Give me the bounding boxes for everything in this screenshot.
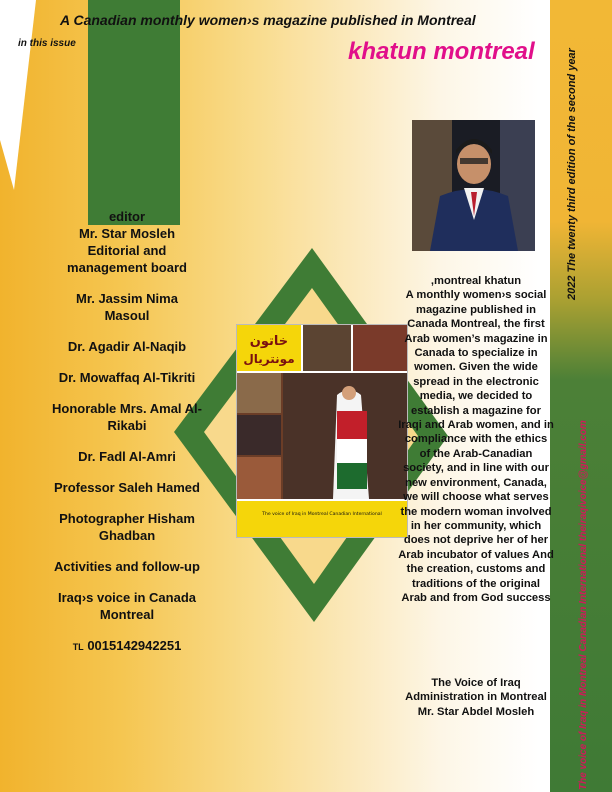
magazine-cover-thumbnail — [236, 324, 408, 538]
editor-portrait-photo — [412, 120, 535, 251]
board-member: Iraq›s voice in Canada Montreal — [58, 590, 196, 622]
board-heading: Editorial and management board — [67, 243, 187, 275]
in-this-issue-label: in this issue — [18, 38, 76, 49]
magazine-description — [398, 274, 554, 605]
signature-admin: Administration in Montreal — [405, 691, 547, 704]
signature-org: The Voice of Iraq — [431, 677, 521, 689]
board-member: Activities and follow-up — [54, 559, 200, 574]
board-member: Dr. Fadl Al-Amri — [78, 449, 176, 464]
telephone-prefix: TL — [72, 642, 84, 652]
magazine-tagline: A Canadian monthly women›s magazine published in Montreal — [60, 12, 476, 28]
telephone-number: 0015142942251 — [87, 638, 182, 653]
description-lead: ,montreal khatun — [430, 275, 522, 287]
editor-name: Mr. Star Mosleh — [78, 226, 176, 241]
brand-title: khatun montreal — [348, 38, 535, 65]
board-member: Photographer Hisham Ghadban — [59, 511, 195, 543]
svg-text:مونتريال: مونتريال — [243, 352, 295, 366]
signature-name: Mr. Star Abdel Mosleh — [417, 705, 535, 718]
board-member: Dr. Mowaffaq Al-Tikriti — [58, 370, 196, 385]
svg-text:The voice of Iraq in Montreal: The voice of Iraq in Montreal Canadian International — [262, 512, 382, 517]
editorial-board-list — [52, 208, 202, 656]
board-member: Mr. Jassim Nima Masoul — [76, 291, 178, 323]
edition-vertical-text: 2022 The twenty third edition of the second year — [566, 48, 578, 300]
board-member: Professor Saleh Hamed — [54, 480, 200, 495]
telephone-line — [52, 637, 202, 656]
editor-heading: editor — [108, 209, 146, 224]
svg-text:خاتون: خاتون — [249, 334, 289, 349]
signature-block — [398, 676, 554, 719]
board-member: Honorable Mrs. Amal Al-Rikabi — [52, 401, 203, 433]
description-body: A monthly women›s social magazine published in Canada Montreal, the first Arab women’s magazine in Canada to specialize in women. Given the wide spread in the electronic media, we decided to establish a magazine for Iraqi and Arab women, and in compliance with the ethics of the Arab-Canadian society, and in line with our new environment, Canada, we will choose what serves the modern woman involved in her community, which does not deprive her of her Arab incubator of values And the creation, customs and traditions of the original Arab and from God success — [398, 289, 554, 604]
board-member: Dr. Agadir Al-Naqib — [67, 339, 187, 354]
magazine-page: A Canadian monthly women›s magazine published in Montreal in this issue khatun montreal 2022 The twenty third edition of the second year The voice of Iraq in Montreal Canadian International theiraqivoice@gmail.com خاتون مونتريال The voice of Iraq in Montreal Canadian International editor Mr. Star Mosleh Editorial and management board Mr. Jassim Nima Masoul Dr. Agadir Al-Naqib Dr. Mowaffaq Al-Tikriti Honorable Mrs. Amal Al-Rikabi Dr. Fadl Al-Amri Professor Saleh Hamed Photographer Hisham Ghadban Activities and follow-up Iraq›s voice in Canada Montreal TL 0015142942251 ,montreal khatun A monthly women›s social magazine published in Canada Montreal, the first Arab women’s magazine in Canada to specialize in women. Given the wide spread in the electronic media, we decided to establish a magazine for Iraqi and Arab women, and in compliance with the ethics of the Arab-Canadian society, and in line with our new environment, Canada, we will choose what serves the modern woman involved in her community, which does not deprive her of her Arab incubator of values And the creation, customs and traditions of the original Arab and from God success The Voice of Iraq Administration in Montreal Mr. Star Abdel Mosleh — [0, 0, 612, 792]
